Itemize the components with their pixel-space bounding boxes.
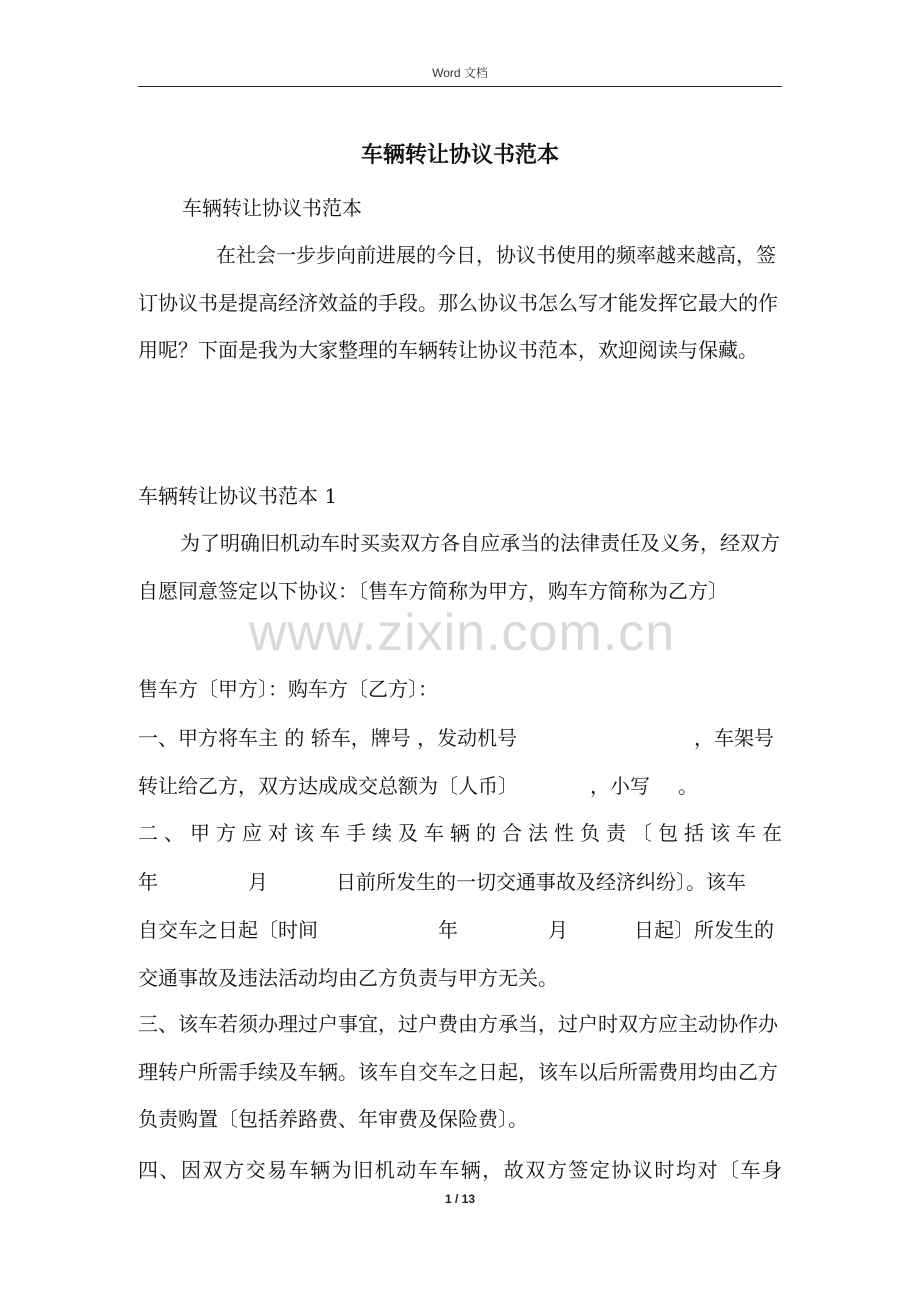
page-number: 1 / 13 [444, 1192, 476, 1206]
clause-1-text-d: ，小写 [590, 774, 650, 798]
clause-2-year: 年 [138, 870, 158, 894]
clause-2-text-a: 日前所发生的一切交通事故及经济纠纷〕。该车 [336, 870, 746, 894]
clause-2-line-1: 二、甲方应对该车手续及车辆的合法性负责〔包括该车在 [138, 821, 782, 845]
clause-2-text-b: 自交车之日起〔时间 [138, 918, 318, 942]
clause-1-text-e: 。 [678, 774, 698, 798]
section-title: 车辆转让协议书范本 1 [138, 484, 338, 508]
header-divider [138, 86, 782, 87]
clause-2-year-2: 年 [438, 918, 458, 942]
clause-4-start: 四、因双方交易车辆为旧机动车车辆，故双方签定协议时均对〔车身 [138, 1158, 782, 1182]
clause-2-text-c: 日起〕所发生的 [634, 918, 774, 942]
document-subtitle: 车辆转让协议书范本 [182, 196, 362, 220]
clause-2-month-2: 月 [548, 918, 568, 942]
clause-1-text-c: 转让给乙方，双方达成成交总额为〔人币〕 [138, 774, 518, 798]
intro-paragraph: 在社会一步步向前进展的今日，协议书使用的频率越来越高，签订协议书是提高经济效益的手段。那么协议书怎么写才能发挥它最大的作用呢？下面是我为大家整理的车辆转让协议书范本，欢迎阅读与保藏。 [138, 243, 778, 363]
page-header: Word 文档 [432, 66, 488, 80]
document-title: 车辆转让协议书范本 [360, 142, 559, 168]
clause-1-text-b: ，车架号 [694, 726, 774, 750]
clause-2-line-4: 交通事故及违法活动均由乙方负责与甲方无关。 [138, 966, 558, 990]
section-intro-paragraph: 为了明确旧机动车时买卖双方各自应承当的法律责任及义务，经双方自愿同意签定以下协议：〔售车方简称为甲方，购车方简称为乙方〕 [138, 531, 780, 603]
clause-2-month: 月 [248, 870, 268, 894]
clause-1-text-a: 一、甲方将车主 的 轿车，牌号 ，发动机号 [138, 726, 518, 750]
watermark-text: www.zixin.com.cn [248, 604, 676, 662]
clause-3-paragraph: 三、该车若须办理过户事宜，过户费由方承当，过户时双方应主动协作办理转户所需手续及车辆。该车自交车之日起，该车以后所需费用均由乙方负责购置〔包括养路费、年审费及保险费〕。 [138, 1012, 778, 1132]
parties-line: 售车方〔甲方〕：购车方〔乙方〕： [138, 677, 438, 701]
